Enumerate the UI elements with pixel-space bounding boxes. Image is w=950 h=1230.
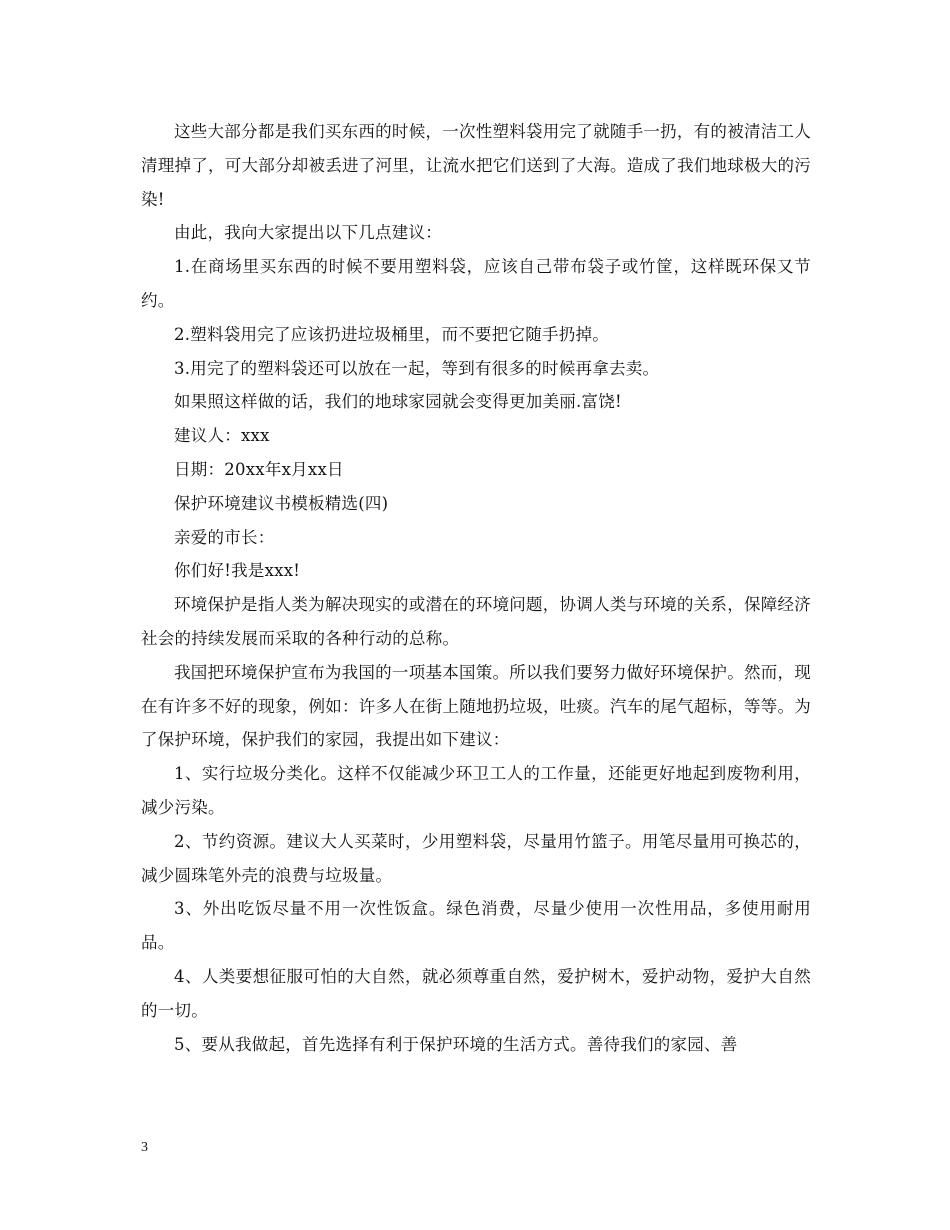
document-body xyxy=(141,115,811,1061)
signature-line: 建议人：xxx xyxy=(174,426,270,446)
list-item: 3、外出吃饭尽量不用一次性饭盒。绿色消费，尽量少使用一次性用品，多使用耐用品。 xyxy=(141,899,811,953)
paragraph: 环境保护是指人类为解决现实的或潜在的环境问题，协调人类与环境的关系，保障经济社会的持续发展而采取的各种行动的总称。 xyxy=(141,595,811,648)
paragraph: 1.在商场里买东西的时候不要用塑料袋，应该自己带布袋子或竹筐，这样既环保又节约。 xyxy=(141,257,811,310)
paragraph: 我国把环境保护宣布为我国的一项基本国策。所以我们要努力做好环境保护。然而，现在有许多不好的现象，例如：许多人在街上随地扔垃圾，吐痰。汽车的尾气超标，等等。为了保护环境，保护我们的家园，我提出如下建议： xyxy=(141,662,811,750)
list-item: 1、实行垃圾分类化。这样不仅能减少环卫工人的工作量，还能更好地起到废物利用，减少污染。 xyxy=(141,764,811,817)
paragraph: 如果照这样做的话，我们的地球家园就会变得更加美丽.富饶! xyxy=(174,392,622,412)
page-number: 3 xyxy=(141,1140,148,1155)
paragraph: 3.用完了的塑料袋还可以放在一起，等到有很多的时候再拿去卖。 xyxy=(174,358,660,378)
paragraph: 2.塑料袋用完了应该扔进垃圾桶里，而不要把它随手扔掉。 xyxy=(174,324,609,344)
date-line: 日期：20xx年x月xx日 xyxy=(174,459,344,479)
section-title: 保护环境建议书模板精选(四) xyxy=(174,493,389,513)
paragraph: 这些大部分都是我们买东西的时候，一次性塑料袋用完了就随手一扔，有的被清洁工人清理掉了，可大部分却被丢进了河里，让流水把它们送到了大海。造成了我们地球极大的污染! xyxy=(141,122,811,209)
paragraph: 由此，我向大家提出以下几点建议： xyxy=(174,223,442,243)
list-item: 4、人类要想征服可怕的大自然，就必须尊重自然，爱护树木，爱护动物，爱护大自然的一切。 xyxy=(141,966,811,1020)
list-item: 2、节约资源。建议大人买菜时，少用塑料袋，尽量用竹篮子。用笔尽量用可换芯的，减少圆珠笔外壳的浪费与垃圾量。 xyxy=(141,831,811,885)
greeting: 你们好!我是xxx! xyxy=(174,561,301,581)
list-item: 5、要从我做起，首先选择有利于保护环境的生活方式。善待我们的家园、善 xyxy=(174,1034,738,1054)
salutation: 亲爱的市长： xyxy=(174,527,275,547)
